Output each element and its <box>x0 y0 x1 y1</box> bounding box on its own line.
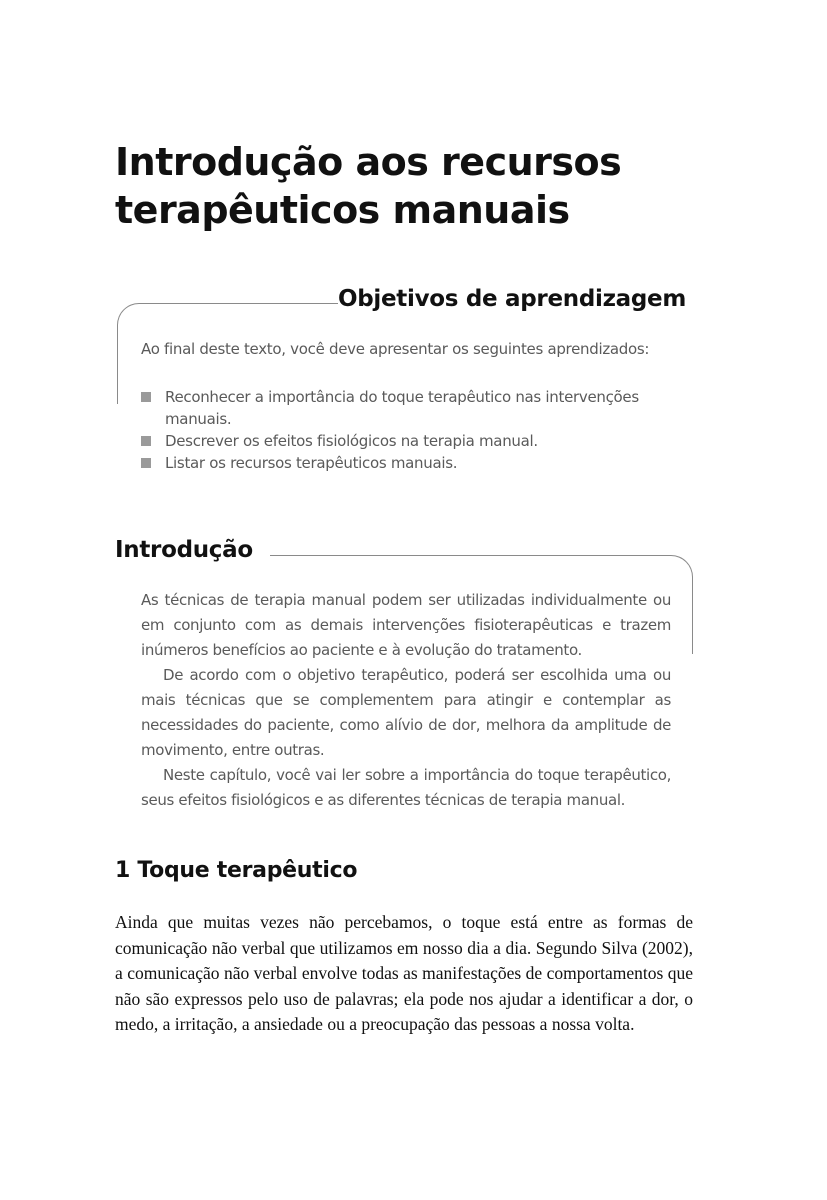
introduction-heading: Introdução <box>115 537 253 563</box>
introduction-body <box>141 588 671 813</box>
chapter-title: Introdução aos recursos terapêuticos manuais <box>115 140 622 232</box>
section-paragraph: Ainda que muitas vezes não percebamos, o toque está entre as formas de comunicação não verbal que utilizamos em nosso dia a dia. Segundo Silva (2002), a comunicação não verbal envolve todas as manifestações de comportamentos que não são expressos pelo uso de palavras; ela pode nos ajudar a identificar a dor, o medo, a irritação, a ansiedade ou a preocupação das pessoas a nossa volta. <box>115 912 693 1034</box>
objectives-intro: Ao final deste texto, você deve apresentar os seguintes aprendizados: <box>141 340 650 358</box>
introduction-paragraph: As técnicas de terapia manual podem ser utilizadas individualmente ou em conjunto com as demais intervenções fisioterapêuticas e trazem inúmeros benefícios ao paciente e à evolução do tratamento. <box>141 591 671 659</box>
objectives-heading: Objetivos de aprendizagem <box>338 286 687 312</box>
objective-item <box>141 452 681 474</box>
objectives-list <box>141 386 681 474</box>
square-bullet-icon <box>141 436 151 446</box>
objective-item <box>141 386 681 430</box>
introduction-paragraph: Neste capítulo, você vai ler sobre a importância do toque terapêutico, seus efeitos fisiológicos e as diferentes técnicas de terapia manual. <box>141 766 671 809</box>
objective-text: Listar os recursos terapêuticos manuais. <box>165 454 458 472</box>
square-bullet-icon <box>141 458 151 468</box>
objective-text: Descrever os efeitos fisiológicos na terapia manual. <box>165 432 538 450</box>
square-bullet-icon <box>141 392 151 402</box>
objective-text: Reconhecer a importância do toque terapêutico nas intervenções manuais. <box>165 388 639 428</box>
objective-item <box>141 430 681 452</box>
introduction-paragraph: De acordo com o objetivo terapêutico, poderá ser escolhida uma ou mais técnicas que se complementem para atingir e contemplar as necessidades do paciente, como alívio de dor, melhora da amplitude de movimento, entre outras. <box>141 666 671 759</box>
section-heading: 1 Toque terapêutico <box>115 858 358 883</box>
